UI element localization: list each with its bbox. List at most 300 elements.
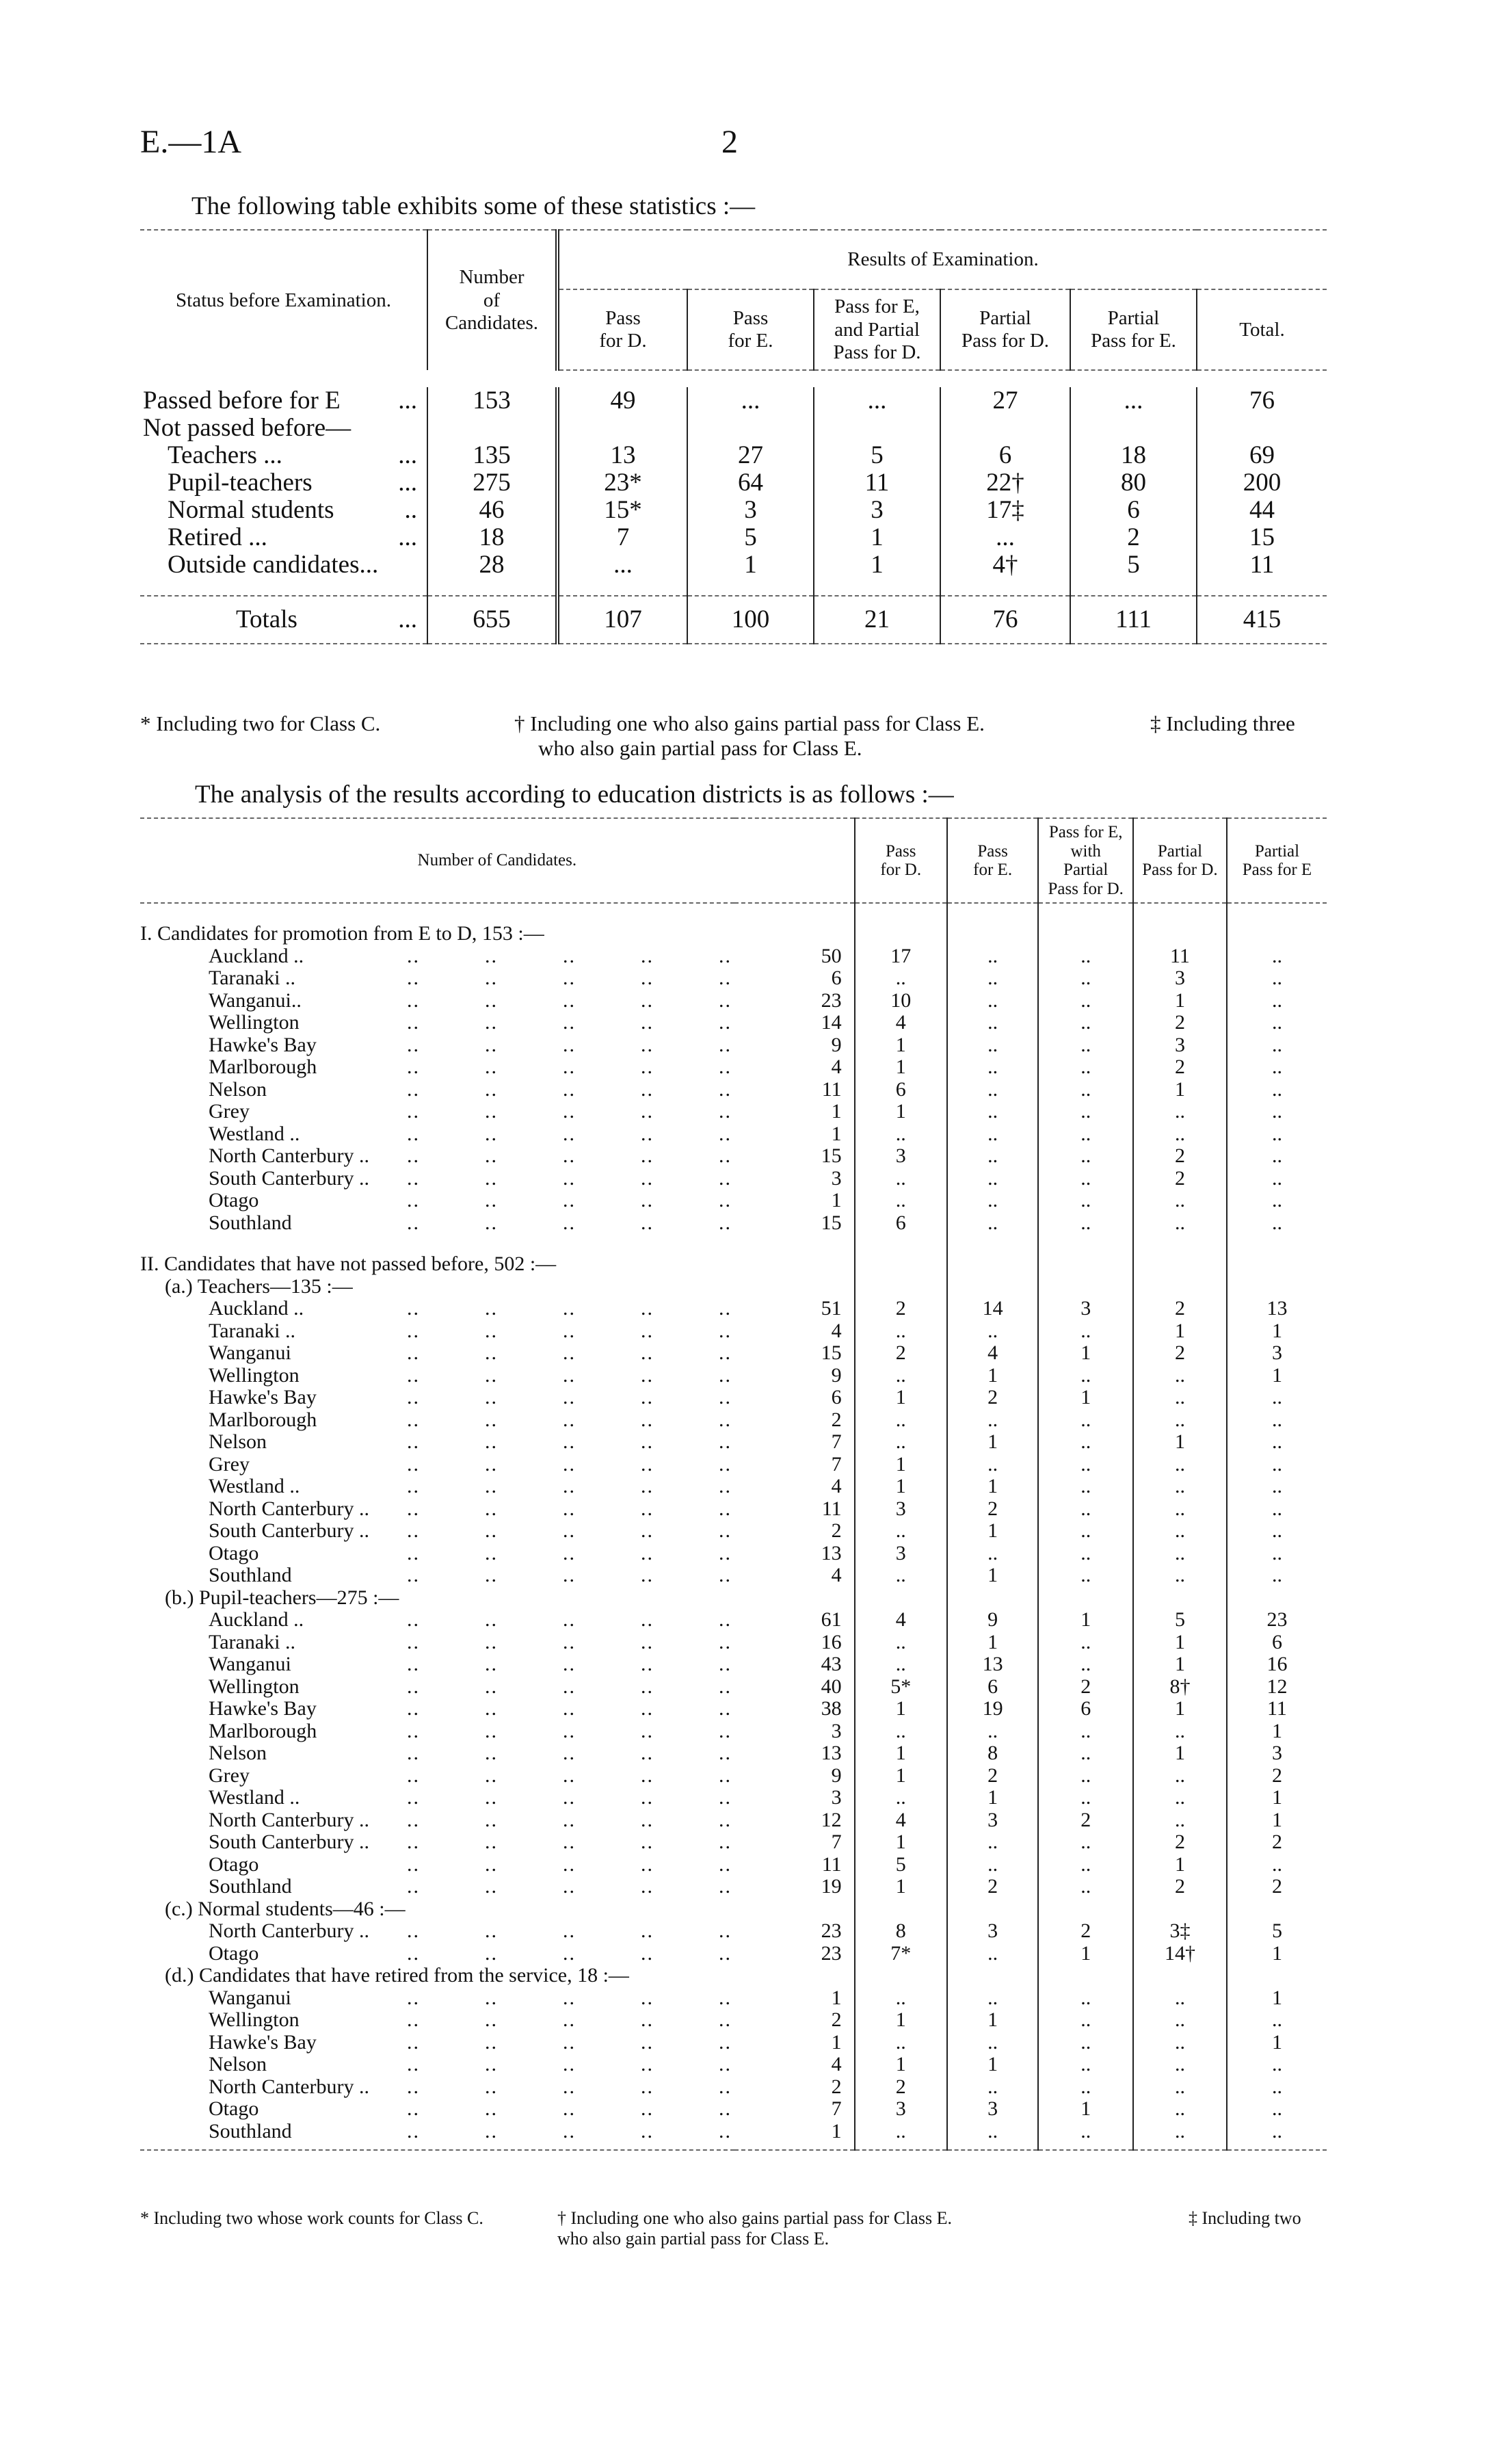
result-value: ..: [1038, 1079, 1133, 1101]
district-row: [140, 1676, 1327, 1699]
district-name: North Canterbury ..: [209, 1919, 369, 1942]
district-name-cell: [140, 2009, 734, 2032]
result-value: 1: [855, 1831, 947, 1854]
district-row: [140, 1365, 1327, 1387]
result-value: ..: [1227, 1034, 1327, 1057]
dot-leader: .. .. .. .. ..: [407, 1077, 732, 1101]
result-value: 3: [1133, 1034, 1227, 1057]
empty-cell: [1133, 1587, 1227, 1610]
candidate-count: 23: [821, 988, 842, 1012]
result-value: 4†: [940, 551, 1070, 579]
result-value: ..: [1227, 1498, 1327, 1521]
candidate-count: 43: [821, 1653, 842, 1675]
result-value: 1: [855, 1742, 947, 1765]
candidate-count: 7: [831, 1831, 842, 1853]
result-value: 76: [1197, 387, 1327, 415]
empty-cell: [855, 903, 947, 923]
result-value: ..: [855, 1409, 947, 1432]
dot-leader: .. .. .. .. ..: [407, 1497, 732, 1520]
district-row: [140, 1498, 1327, 1521]
spacer-row: [140, 1234, 1327, 1253]
result-value: 1: [855, 1698, 947, 1720]
district-row: [140, 1012, 1327, 1034]
table-row: [140, 551, 1327, 579]
empty-cell: [1038, 923, 1133, 945]
district-name: Grey: [209, 1764, 250, 1787]
result-value: ..: [1133, 2121, 1227, 2143]
result-value: 1: [1038, 1609, 1133, 1631]
result-value: 1: [1227, 1320, 1327, 1343]
district-row: [140, 1742, 1327, 1765]
result-value: ..: [1038, 1831, 1133, 1854]
spacer-row: [140, 370, 1327, 387]
result-value: ..: [1038, 1631, 1133, 1654]
result-value: ..: [1133, 1476, 1227, 1498]
candidate-count: 18: [427, 524, 557, 551]
result-value: ..: [1038, 1742, 1133, 1765]
result-value: 6: [1070, 497, 1197, 524]
result-value: ..: [1038, 1212, 1133, 1235]
result-value: 64: [687, 469, 814, 497]
result-value: 10: [855, 990, 947, 1012]
result-value: 80: [1070, 469, 1197, 497]
district-row: [140, 2054, 1327, 2076]
candidate-count: 4: [831, 1056, 842, 1078]
district-name-cell: [140, 1564, 734, 1587]
header-line: of: [483, 289, 501, 311]
candidate-count: 12: [821, 1808, 842, 1831]
empty-cell: [1038, 2142, 1133, 2150]
report-identifier: E.—1A: [140, 124, 241, 160]
result-value: 6: [940, 442, 1070, 469]
result-value: ..: [1133, 1809, 1227, 1832]
result-value: 19: [947, 1698, 1039, 1720]
district-name: Wellington: [209, 2008, 300, 2031]
candidate-count: 9: [831, 1363, 842, 1387]
table-row: [140, 524, 1327, 551]
result-value: 8: [855, 1920, 947, 1943]
result-value: ..: [1038, 1498, 1133, 1521]
empty-cell: [947, 1253, 1039, 1276]
row-label-text: Passed before for E: [143, 386, 341, 415]
district-name: North Canterbury ..: [209, 1497, 369, 1520]
result-value: 1: [1227, 1943, 1327, 1965]
district-name: Hawke's Bay: [209, 1697, 317, 1720]
dot-leader: .. .. .. .. ..: [407, 1564, 732, 1586]
result-value: 2: [947, 1876, 1039, 1898]
district-name-cell: [140, 2121, 734, 2143]
result-value: ..: [1038, 1190, 1133, 1212]
result-value: ..: [855, 2121, 947, 2143]
district-column-header: [1133, 818, 1227, 903]
empty-cell: [140, 903, 734, 923]
empty-cell: [1227, 1253, 1327, 1276]
district-name: Marlborough: [209, 1719, 317, 1742]
result-value: 2: [1133, 1012, 1227, 1034]
result-value: ..: [1038, 1168, 1133, 1190]
result-value: ..: [1133, 1101, 1227, 1123]
district-name-cell: [140, 1298, 734, 1320]
dot-leader: .. .. .. .. ..: [407, 1100, 732, 1123]
row-leader: ...: [398, 441, 417, 470]
result-value: ..: [1227, 1101, 1327, 1123]
section-heading-row: [140, 1898, 1327, 1921]
dot-leader: .. .. .. .. ..: [407, 1831, 732, 1853]
result-value: 14†: [1133, 1943, 1227, 1965]
empty-cell: [734, 903, 855, 923]
candidate-count: 9: [831, 1764, 842, 1787]
section-heading-row: [140, 1587, 1327, 1610]
empty-cell: [1133, 903, 1227, 923]
dot-leader: .. .. .. .. ..: [407, 1786, 732, 1809]
district-row: [140, 1609, 1327, 1631]
row-label: [140, 469, 427, 497]
result-value: ..: [947, 1720, 1039, 1743]
header-line: Candidates.: [445, 311, 539, 334]
dot-leader: .. .. .. .. ..: [407, 1166, 732, 1190]
result-value: 100: [687, 596, 814, 644]
result-value: ..: [947, 2076, 1039, 2099]
result-value: ..: [1133, 1454, 1227, 1476]
result-value: ..: [1133, 2076, 1227, 2099]
result-value: 415: [1197, 596, 1327, 644]
results-header: Results of Examination.: [557, 230, 1327, 289]
result-value: 2: [1133, 1831, 1227, 1854]
district-name: Wellington: [209, 1363, 300, 1387]
result-value: ..: [1038, 1476, 1133, 1498]
district-name-cell: [140, 1190, 734, 1212]
result-value: ..: [1038, 1987, 1133, 2010]
header-line: Partial: [979, 307, 1031, 330]
footnote-line: † Including one who also gains partial pass for Class E.: [557, 2208, 952, 2228]
dot-leader: .. .. .. .. ..: [407, 1122, 732, 1145]
result-value: ..: [1227, 1168, 1327, 1190]
row-label: [140, 497, 427, 524]
section-heading: (d.) Candidates that have retired from the service, 18 :—: [165, 1964, 629, 1987]
district-name: Wanganui: [209, 1986, 291, 2009]
district-name-cell: [140, 1342, 734, 1365]
result-value: 21: [814, 596, 940, 644]
table-row: [140, 387, 1327, 415]
status-column-header: Status before Examination.: [140, 230, 427, 370]
dot-leader: .. .. .. .. ..: [407, 1697, 732, 1720]
district-name-cell: [140, 2098, 734, 2121]
dot-leader: .. .. .. .. ..: [407, 967, 732, 989]
header-line: with: [1070, 841, 1101, 861]
header-line: Partial: [1157, 841, 1203, 861]
result-value: 107: [557, 596, 687, 644]
result-value: ..: [947, 990, 1039, 1012]
result-value: ..: [947, 1056, 1039, 1079]
result-value: 1: [947, 1431, 1039, 1454]
result-value: 1: [1227, 1809, 1327, 1832]
result-value: 44: [1197, 497, 1327, 524]
district-row: [140, 1854, 1327, 1876]
result-value: 1: [814, 524, 940, 551]
result-value: 23: [1227, 1609, 1327, 1631]
dot-leader: .. .. .. .. ..: [407, 1056, 732, 1078]
result-value: ..: [1038, 1123, 1133, 1146]
district-name: Wanganui: [209, 1341, 291, 1364]
result-value: 7*: [855, 1943, 947, 1965]
result-value: ..: [947, 1854, 1039, 1876]
empty-cell: [947, 1234, 1039, 1253]
table-row: [140, 442, 1327, 469]
dot-leader: .. .. .. .. ..: [407, 1519, 732, 1542]
result-value: 1: [947, 2054, 1039, 2076]
result-column-header: [557, 289, 687, 370]
district-name: Wanganui: [209, 1653, 291, 1675]
district-row: [140, 1920, 1327, 1943]
dot-leader: .. .. .. .. ..: [407, 1653, 732, 1675]
district-name: Wellington: [209, 1011, 300, 1034]
result-value: ..: [1227, 1079, 1327, 1101]
result-value: 3: [947, 1809, 1039, 1832]
result-value: 1: [947, 1631, 1039, 1654]
spacer-row: [140, 579, 1327, 596]
dot-leader: .. .. .. .. ..: [407, 1919, 732, 1942]
dot-leader: .. .. .. .. ..: [407, 988, 732, 1012]
empty-cell: [1133, 923, 1227, 945]
candidate-count: 3: [831, 1786, 842, 1809]
result-value: 2: [1038, 1920, 1133, 1943]
result-value: ..: [1227, 1387, 1327, 1409]
result-value: ..: [1038, 1543, 1133, 1565]
district-name: Nelson: [209, 1077, 267, 1101]
result-value: ..: [1038, 945, 1133, 968]
result-value: 1: [855, 1056, 947, 1079]
result-value: 111: [1070, 596, 1197, 644]
row-leader: ...: [398, 469, 417, 497]
result-value: ..: [1133, 2054, 1227, 2076]
empty-cell: [1038, 1253, 1133, 1276]
candidate-count: 1: [831, 1986, 842, 2009]
row-leader: ...: [398, 605, 417, 634]
result-value: 3: [814, 497, 940, 524]
district-name: Wanganui..: [209, 988, 302, 1012]
candidate-count: 40: [821, 1675, 842, 1698]
result-value: ..: [1038, 2032, 1133, 2054]
result-value: ..: [1133, 2032, 1227, 2054]
result-value: 1: [855, 2054, 947, 2076]
district-name-cell: [140, 1101, 734, 1123]
result-value: 2: [1227, 1831, 1327, 1854]
district-row: [140, 1320, 1327, 1343]
empty-cell: [1227, 923, 1327, 945]
empty-cell: [1227, 2142, 1327, 2150]
district-row: [140, 2076, 1327, 2099]
result-value: [687, 415, 814, 442]
district-name: Taranaki ..: [209, 967, 296, 989]
result-value: ..: [1038, 1787, 1133, 1809]
dot-leader: .. .. .. .. ..: [407, 944, 732, 967]
result-value: ..: [855, 1320, 947, 1343]
result-value: 7: [557, 524, 687, 551]
result-value: 2: [1133, 1876, 1227, 1898]
result-value: ..: [1227, 1056, 1327, 1079]
candidate-count: 23: [821, 1941, 842, 1965]
result-value: 1: [947, 1564, 1039, 1587]
result-value: ..: [947, 967, 1039, 990]
result-value: ..: [947, 1831, 1039, 1854]
result-value: ..: [947, 1320, 1039, 1343]
result-value: 1: [1227, 1987, 1327, 2010]
empty-cell: [855, 1587, 947, 1610]
result-value: 6: [947, 1676, 1039, 1699]
footnote-line: † Including one who also gains partial pass for Class E.: [514, 711, 985, 735]
district-name: Grey: [209, 1100, 250, 1123]
district-name-cell: [140, 1320, 734, 1343]
result-value: ..: [1133, 1409, 1227, 1432]
result-value: ..: [1133, 1520, 1227, 1543]
result-value: ..: [1133, 1720, 1227, 1743]
candidate-count: 51: [821, 1297, 842, 1320]
district-row: [140, 1342, 1327, 1365]
dot-leader: .. .. .. .. ..: [407, 1764, 732, 1787]
district-row: [140, 1409, 1327, 1432]
section-heading: (b.) Pupil-teachers—275 :—: [165, 1586, 399, 1609]
dot-leader: .. .. .. .. ..: [407, 1852, 732, 1876]
dot-leader: .. .. .. .. ..: [407, 1452, 732, 1476]
table-end-row: [140, 2142, 1327, 2150]
district-row: [140, 1720, 1327, 1743]
district-name-cell: [140, 1720, 734, 1743]
dot-leader: .. .. .. .. ..: [407, 2053, 732, 2075]
candidate-count: 6: [831, 967, 842, 989]
district-row: [140, 1123, 1327, 1146]
district-row: [140, 1056, 1327, 1079]
district-name-cell: [140, 1920, 734, 1943]
result-value: ..: [1227, 2076, 1327, 2099]
dot-leader: .. .. .. .. ..: [407, 1144, 732, 1167]
result-value: 6: [855, 1079, 947, 1101]
district-name-cell: [140, 2076, 734, 2099]
result-value: 5: [687, 524, 814, 551]
result-value: ..: [1038, 967, 1133, 990]
result-value: ..: [1227, 1212, 1327, 1235]
header-line: Partial: [1063, 861, 1109, 879]
candidate-count: 2: [831, 1519, 842, 1542]
result-value: ..: [855, 1720, 947, 1743]
result-value: 15: [1197, 524, 1327, 551]
empty-cell: [855, 1234, 947, 1253]
district-column-header: [947, 818, 1039, 903]
dot-leader: .. .. .. .. ..: [407, 1475, 732, 1497]
result-value: 1: [855, 1454, 947, 1476]
result-value: ...: [814, 387, 940, 415]
candidate-count: 9: [831, 1033, 842, 1056]
result-value: ..: [1133, 2009, 1227, 2032]
dot-leader: .. .. .. .. ..: [407, 1541, 732, 1564]
empty-cell: [1133, 1253, 1227, 1276]
dot-leader: .. .. .. .. ..: [407, 1719, 732, 1742]
empty-cell: [1227, 1587, 1327, 1610]
district-row: [140, 2032, 1327, 2054]
result-value: 3: [855, 1145, 947, 1168]
district-name: Southland: [209, 1564, 292, 1586]
result-value: ..: [1038, 1034, 1133, 1057]
candidate-count: 3: [831, 1166, 842, 1190]
result-value: 3‡: [1133, 1920, 1227, 1943]
result-value: 2: [947, 1387, 1039, 1409]
district-name-cell: [140, 1431, 734, 1454]
result-value: ..: [1133, 1987, 1227, 2010]
district-row: [140, 1145, 1327, 1168]
section-heading-row: [140, 923, 1327, 945]
result-value: ..: [1227, 990, 1327, 1012]
result-value: ..: [947, 2032, 1039, 2054]
result-value: ..: [1227, 1476, 1327, 1498]
empty-cell: [1227, 1965, 1327, 1987]
result-value: ...: [557, 551, 687, 579]
header-line: Number: [459, 266, 525, 289]
district-row: [140, 1101, 1327, 1123]
result-value: ...: [1070, 387, 1197, 415]
result-value: 3: [855, 1498, 947, 1521]
header-line: for E.: [728, 330, 773, 352]
district-name-cell: [140, 945, 734, 968]
dot-leader: .. .. .. .. ..: [407, 1608, 732, 1631]
row-label-text: Normal students: [168, 496, 334, 525]
district-row: [140, 967, 1327, 990]
dot-leader: .. .. .. .. ..: [407, 1675, 732, 1698]
district-name: Marlborough: [209, 1056, 317, 1078]
result-value: [814, 415, 940, 442]
candidate-count: 11: [821, 1077, 842, 1101]
result-value: 18: [1070, 442, 1197, 469]
district-name-cell: [140, 1809, 734, 1832]
district-name-cell: [140, 1212, 734, 1235]
district-row: [140, 1034, 1327, 1057]
candidate-count: 11: [821, 1497, 842, 1520]
district-row: [140, 1765, 1327, 1787]
result-value: ..: [1038, 1101, 1133, 1123]
result-value: ..: [1038, 1765, 1133, 1787]
dot-leader: .. .. .. .. ..: [407, 1363, 732, 1387]
footnote-line: who also gain partial pass for Class E.: [538, 736, 862, 760]
result-value: ..: [1227, 1145, 1327, 1168]
district-row: [140, 1190, 1327, 1212]
result-value: 2: [855, 2076, 947, 2099]
district-name-cell: [140, 1698, 734, 1720]
district-name-cell: [140, 1123, 734, 1146]
result-value: ..: [947, 1079, 1039, 1101]
footnote2-star: * Including two whose work counts for Class C.: [140, 2208, 483, 2228]
district-name-cell: [140, 1631, 734, 1654]
district-name: Hawke's Bay: [209, 1386, 317, 1408]
result-value: ..: [1038, 1431, 1133, 1454]
candidate-count: 38: [821, 1697, 842, 1720]
result-value: 1: [947, 1787, 1039, 1809]
result-value: 1: [1038, 1387, 1133, 1409]
empty-cell: [1133, 1276, 1227, 1298]
dot-leader: .. .. .. .. ..: [407, 2008, 732, 2031]
candidate-count: 7: [831, 1452, 842, 1476]
result-value: 2: [1070, 524, 1197, 551]
district-name: Southland: [209, 2119, 292, 2142]
district-name: North Canterbury ..: [209, 1144, 369, 1167]
district-name-cell: [140, 2032, 734, 2054]
district-name: North Canterbury ..: [209, 2075, 369, 2098]
row-label-text: Outside candidates...: [168, 551, 379, 579]
empty-cell: [855, 1898, 947, 1921]
district-name-cell: [140, 1831, 734, 1854]
result-value: 11: [1197, 551, 1327, 579]
district-name: Westland ..: [209, 1122, 300, 1145]
table-row: [140, 415, 1327, 442]
result-value: 3: [1038, 1298, 1133, 1320]
district-name: Nelson: [209, 1430, 267, 1453]
